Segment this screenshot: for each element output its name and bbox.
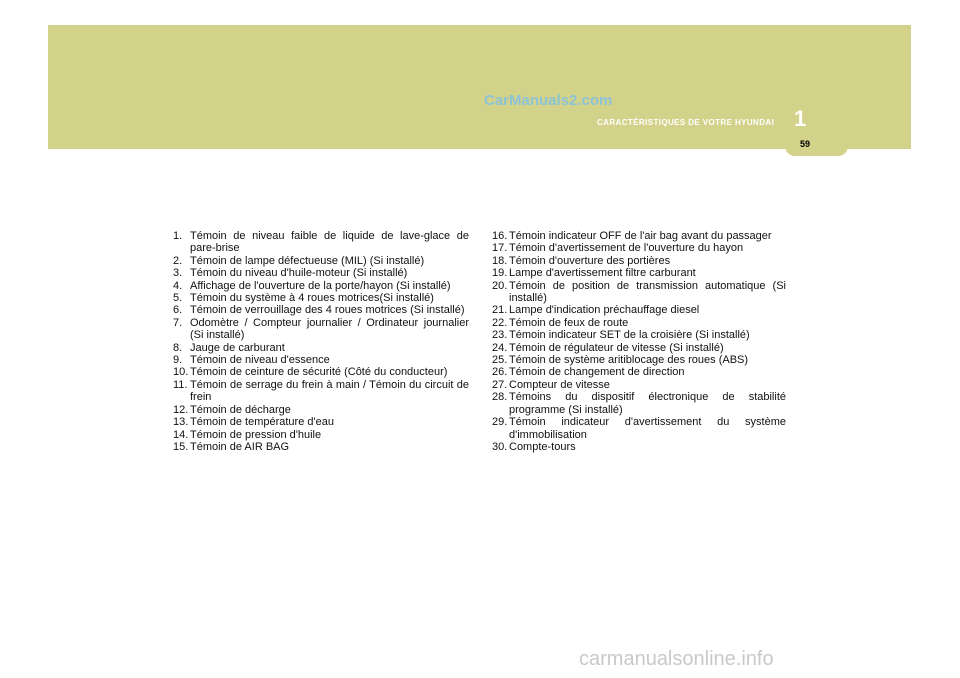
list-item (173, 379, 469, 404)
list-item (492, 342, 786, 354)
item-text: Témoin de verrouillage des 4 roues motrices (Si installé) (190, 304, 465, 317)
item-text: Témoin de changement de direction (509, 366, 685, 379)
item-number: 7. (173, 316, 183, 329)
item-text: Témoin de niveau d'essence (190, 354, 330, 367)
item-text: Témoin de serrage du frein à main / Témoin du circuit de frein (190, 378, 469, 404)
list-item (173, 429, 469, 441)
left-legend-list (173, 230, 469, 453)
list-item (173, 354, 469, 366)
item-number: 4. (173, 279, 183, 292)
list-item (173, 366, 469, 378)
item-text: Lampe d'indication préchauffage diesel (509, 304, 700, 317)
item-number: 1. (173, 230, 183, 242)
item-text: Compte-tours (509, 440, 576, 453)
item-text: Témoin de lampe défectueuse (MIL) (Si installé) (190, 254, 425, 267)
chapter-title: CARACTÉRISTIQUES DE VOTRE HYUNDAI (597, 118, 775, 127)
item-text: Affichage de l'ouverture de la porte/hayon (Si installé) (190, 279, 451, 292)
list-item (492, 391, 786, 416)
item-number: 22. (492, 316, 508, 329)
item-text: Lampe d'avertissement filtre carburant (509, 267, 696, 280)
item-number: 3. (173, 267, 183, 280)
item-text: Témoin indicateur SET de la croisière (Si installé) (509, 329, 750, 342)
item-text: Témoin d'ouverture des portières (509, 254, 671, 267)
item-text: Témoin de système aritiblocage des roues (ABS) (509, 354, 749, 367)
list-item (492, 280, 786, 305)
list-item (173, 292, 469, 304)
item-text: Témoin de décharge (190, 403, 291, 416)
item-text: Témoin de pression d'huile (190, 428, 322, 441)
item-number: 5. (173, 292, 183, 305)
item-text: Compteur de vitesse (509, 378, 610, 391)
list-item (173, 255, 469, 267)
header-band (48, 25, 911, 149)
item-number: 16. (492, 230, 508, 242)
item-number: 20. (492, 279, 508, 292)
list-item (173, 317, 469, 342)
item-number: 15. (173, 440, 189, 453)
right-legend-list (492, 230, 786, 453)
list-item (492, 230, 786, 242)
item-number: 24. (492, 341, 508, 354)
item-text: Témoin de température d'eau (190, 416, 334, 429)
item-number: 14. (173, 428, 189, 441)
list-item (492, 379, 786, 391)
list-item (492, 304, 786, 316)
item-text: Témoin indicateur OFF de l'air bag avant du passager (509, 230, 772, 242)
page-number: 59 (799, 139, 810, 149)
item-text: Témoins du dispositif électronique de stabilité programme (Si installé) (509, 391, 786, 416)
list-item (492, 366, 786, 378)
item-text: Témoin de feux de route (509, 316, 629, 329)
item-number: 8. (173, 341, 183, 354)
item-number: 12. (173, 403, 189, 416)
item-number: 23. (492, 329, 508, 342)
item-text: Témoin de régulateur de vitesse (Si installé) (509, 341, 724, 354)
list-item (492, 255, 786, 267)
site-link[interactable]: CarManuals2.com (484, 92, 613, 109)
item-number: 11. (173, 378, 188, 391)
list-item (492, 354, 786, 366)
item-number: 2. (173, 254, 183, 267)
item-text: Témoin de ceinture de sécurité (Côté du conducteur) (190, 366, 448, 379)
item-number: 25. (492, 354, 508, 367)
item-text: Témoin de position de transmission automatique (Si installé) (509, 279, 786, 305)
item-number: 26. (492, 366, 508, 379)
list-item (173, 416, 469, 428)
item-number: 19. (492, 267, 508, 280)
item-number: 27. (492, 378, 508, 391)
list-item (492, 317, 786, 329)
item-text: Odomètre / Compteur journalier / Ordinateur journalier (Si installé) (190, 316, 469, 342)
item-number: 17. (492, 242, 508, 255)
item-number: 9. (173, 354, 183, 367)
item-text: Témoin indicateur d'avertissement du système d'immobilisation (509, 416, 786, 441)
item-number: 18. (492, 254, 508, 267)
item-number: 28. (492, 391, 508, 404)
item-text: Témoin de AIR BAG (190, 440, 290, 453)
list-item (173, 280, 469, 292)
list-item (173, 230, 469, 255)
list-item (492, 242, 786, 254)
list-item (492, 329, 786, 341)
list-item (173, 441, 469, 453)
watermark: carmanualsonline.info (579, 648, 774, 670)
chapter-number: 1 (794, 106, 807, 131)
list-item (492, 267, 786, 279)
item-number: 30. (492, 440, 508, 453)
item-number: 21. (492, 304, 508, 317)
list-item (173, 304, 469, 316)
item-text: Témoin d'avertissement de l'ouverture du hayon (509, 242, 744, 255)
item-number: 6. (173, 304, 183, 317)
item-text: Témoin du système à 4 roues motrices(Si installé) (190, 292, 434, 305)
item-text: Témoin du niveau d'huile-moteur (Si installé) (190, 267, 408, 280)
item-number: 13. (173, 416, 189, 429)
item-text: Témoin de niveau faible de liquide de lave-glace de pare-brise (190, 230, 469, 255)
list-item (492, 416, 786, 441)
list-item (492, 441, 786, 453)
item-text: Jauge de carburant (190, 341, 285, 354)
list-item (173, 267, 469, 279)
item-number: 29. (492, 416, 508, 429)
list-item (173, 404, 469, 416)
list-item (173, 342, 469, 354)
item-number: 10. (173, 366, 189, 379)
